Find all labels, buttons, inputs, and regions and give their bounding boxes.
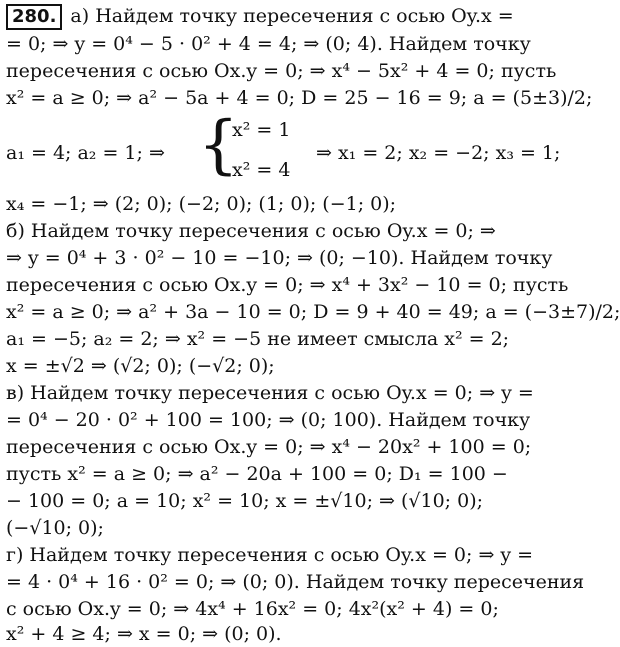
system-brace: {	[198, 108, 239, 182]
solution-line-13: x = ±√2 ⇒ (√2; 0); (−√2; 0);	[6, 355, 275, 377]
solution-line-12: a₁ = −5; a₂ = 2; ⇒ x² = −5 не имеет смысла x² = 2;	[6, 328, 510, 350]
solution-line-4: x² = a ≥ 0; ⇒ a² − 5a + 4 = 0; D = 25 − 16 = 9; a = (5±3)/2;	[6, 87, 593, 109]
solution-line-20: г) Найдем точку пересечения с осью Oy.x = 0; ⇒ y =	[6, 544, 534, 566]
solution-line-10: пересечения с осью Ox.y = 0; ⇒ x⁴ + 3x² − 10 = 0; пусть	[6, 274, 569, 296]
system-equation-2: x² = 4	[232, 159, 291, 181]
solution-line-23: x² + 4 ≥ 4; ⇒ x = 0; ⇒ (0; 0).	[6, 623, 282, 645]
solution-line-3: пересечения с осью Ox.y = 0; ⇒ x⁴ − 5x² + 4 = 0; пусть	[6, 60, 557, 82]
solution-line-19: (−√10; 0);	[6, 517, 104, 539]
solution-line-14: в) Найдем точку пересечения с осью Oy.x = 0; ⇒ y =	[6, 382, 534, 404]
solution-line-21: = 4 · 0⁴ + 16 · 0² = 0; ⇒ (0; 0). Найдем точку пересечения	[6, 571, 585, 593]
solution-line-6: ⇒ x₁ = 2; x₂ = −2; x₃ = 1;	[316, 142, 561, 164]
solution-line-1	[6, 4, 514, 30]
line-text: а) Найдем точку пересечения с осью Oy.x =	[70, 5, 514, 27]
solution-line-11: x² = a ≥ 0; ⇒ a² + 3a − 10 = 0; D = 9 + 40 = 49; a = (−3±7)/2;	[6, 301, 620, 323]
solution-line-7: x₄ = −1; ⇒ (2; 0); (−2; 0); (1; 0); (−1; 0);	[6, 193, 397, 215]
solution-line-5: a₁ = 4; a₂ = 1; ⇒	[6, 142, 165, 164]
solution-line-15: = 0⁴ − 20 · 0² + 100 = 100; ⇒ (0; 100). Найдем точку	[6, 409, 531, 431]
system-equation-1: x² = 1	[232, 119, 291, 141]
solution-line-16: пересечения с осью Ox.y = 0; ⇒ x⁴ − 20x² + 100 = 0;	[6, 436, 532, 458]
solution-line-18: − 100 = 0; a = 10; x² = 10; x = ±√10; ⇒ (√10; 0);	[6, 490, 484, 512]
solution-line-17: пусть x² = a ≥ 0; ⇒ a² − 20a + 100 = 0; D₁ = 100 −	[6, 463, 508, 485]
solution-line-22: с осью Ox.y = 0; ⇒ 4x⁴ + 16x² = 0; 4x²(x² + 4) = 0;	[6, 598, 499, 620]
solution-line-9: ⇒ y = 0⁴ + 3 · 0² − 10 = −10; ⇒ (0; −10). Найдем точку	[6, 247, 553, 269]
solution-line-8: б) Найдем точку пересечения с осью Oy.x = 0; ⇒	[6, 220, 496, 242]
solution-line-2: = 0; ⇒ y = 0⁴ − 5 · 0² + 4 = 4; ⇒ (0; 4). Найдем точку	[6, 33, 531, 55]
problem-number: 280.	[6, 4, 62, 30]
